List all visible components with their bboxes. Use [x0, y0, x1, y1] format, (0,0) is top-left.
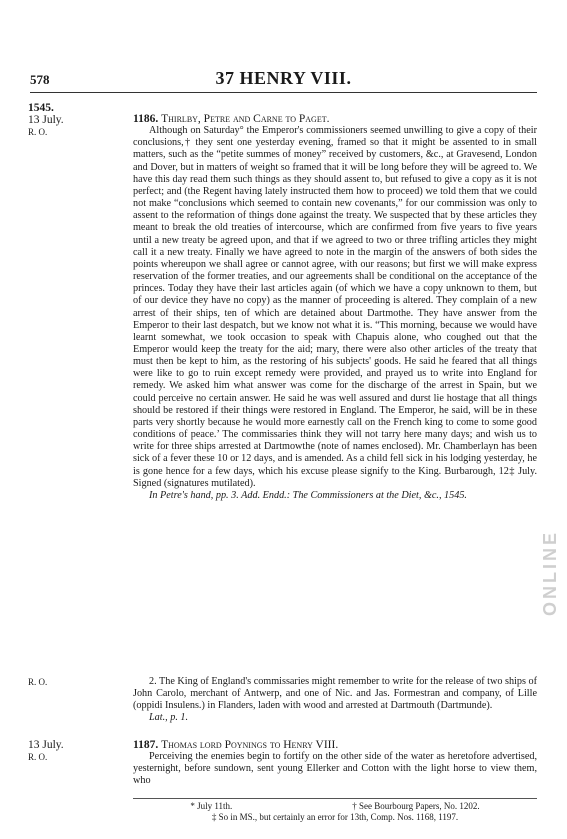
entry-body-2: Perceiving the enemies begin to fortify on the other side of the water as heretofore advertised, yesternight, before sundown, sent young Ellerker and Cotton with the light horse to view them, who [133, 751, 537, 787]
entry-1186-sub [133, 676, 537, 725]
entry-heading [133, 113, 537, 125]
watermark: ONLINE [540, 530, 560, 617]
entry-body: Although on Saturday° the Emperor's commissioners seemed unwilling to give a copy of their conclusions,† they sent one yesterday evening, framed so that it might be assented to in small matters, such as the “petite summes of money” received by customers, &c., at Gravesend, London and Dover, but in matters of weight so framed that it will be long before they will be agreed to. We have this day read them such things as they should assent to, but refused to give a copy as it is not perfect; and (the Regent having lately instructed them how to proceed) we told them that we could not make “conclusions which seemed to contain new covenants,” for our commission was only to assent to the reformation of things done against the treaty. We suspected that by these articles they meant to break the old treaties of intercourse, which are confirmed from five years to five years until a new treaty be agreed upon, and that if we agreed to two or three trifling articles they might call it a new treaty. Finally we have agreed to note in the margin of the answers of both sides the points whereupon we shall agree or cannot agree, with our reasons; but first we will make express reservation of the former treaties, and our agreements shall be conditional on the acceptance of the princes. Today they have their last articles again (of which we have a copy unknown to them, but of our device they have no copy) as the manner of proceeding is altered. They complain of a new arrest of their ships, ten of which are detained about Dartmothe. They have answer from the Emperor to their last despatch, but we know not what it is. “This morning, because we would have learnt somewhat, we took occasion to speak with Chapuis alone, who coughed out that the Emperor would keep the treaty for the aid; mary, there were also other articles of the treaty that must then be kept to him, as the restoring of his subjects' goods. He said he feared that all things were like to go to ruin except remedy were provided, and prayed us to write into England for remedy. We asked him what answer was come for the discharge of the arrest in Spain, but we could perceive no certain answer. He said he was well assured and durst lie hostage that all things should be restored if their things were restored in England. The Emperor, he said, will be in these parts very shortly because he would more earnestly call on the French king to come to some good conditions of peace.’ The commissaries think they will not tarry here many days; and wish us to write for three ships arrested at Dartmowthe (note of names enclosed). Mr. Chamberlayn has been sick of a fever these 10 or 12 days, and is amended. As a child fell sick in his lodging yesterday, he is gone hence for a few days, which his excuse please signify to the King. Burbarough, 12‡ July. Signed (signatures mutilated). [133, 125, 537, 489]
entry-date-2: 13 July. [28, 739, 64, 751]
entry-title-2: Thomas lord Poynings to Henry VIII. [161, 739, 339, 751]
footnote-a: * July 11th. [190, 801, 233, 811]
sub-body: 2. The King of England's commissaries might remember to write for the release of two ships of John Carolo, merchant of Antwerp, and one of Nic. and Jas. Formestran and company, of Lille (oppidi Insulens.) in Flanders, laden with wood and arrested at Dartmouth (Dartmunde). [133, 676, 537, 712]
entry-source-2: R. O. [28, 752, 48, 762]
footnotes [133, 798, 537, 823]
entry-date: 13 July. [28, 114, 64, 126]
entry-1186 [133, 113, 537, 502]
sub-meta: Lat., p. 1. [149, 712, 189, 724]
sub-source: R. O. [28, 677, 48, 687]
running-head: 37 HENRY VIII. [215, 68, 352, 88]
footnote-b: † See Bourbourg Papers, No. 1202. [352, 801, 480, 811]
entry-year: 1545. [28, 102, 54, 114]
page-number: 578 [30, 72, 50, 87]
header-rule [30, 92, 537, 93]
entry-1187 [133, 739, 537, 788]
entry-number-2: 1187. [133, 739, 159, 751]
entry-meta: In Petre's hand, pp. 3. Add. Endd.: The Commissioners at the Diet, &c., 1545. [149, 489, 467, 501]
margin-notes-1187 [28, 739, 88, 763]
margin-notes-1186 [28, 102, 88, 138]
entry-source: R. O. [28, 127, 48, 137]
entry-number: 1186. [133, 113, 159, 125]
entry-heading-2 [133, 739, 537, 751]
footnote-c: ‡ So in MS., but certainly an error for 13th, Comp. Nos. 1168, 1197. [211, 812, 459, 822]
entry-title: Thirlby, Petre and Carne to Paget. [161, 113, 330, 125]
